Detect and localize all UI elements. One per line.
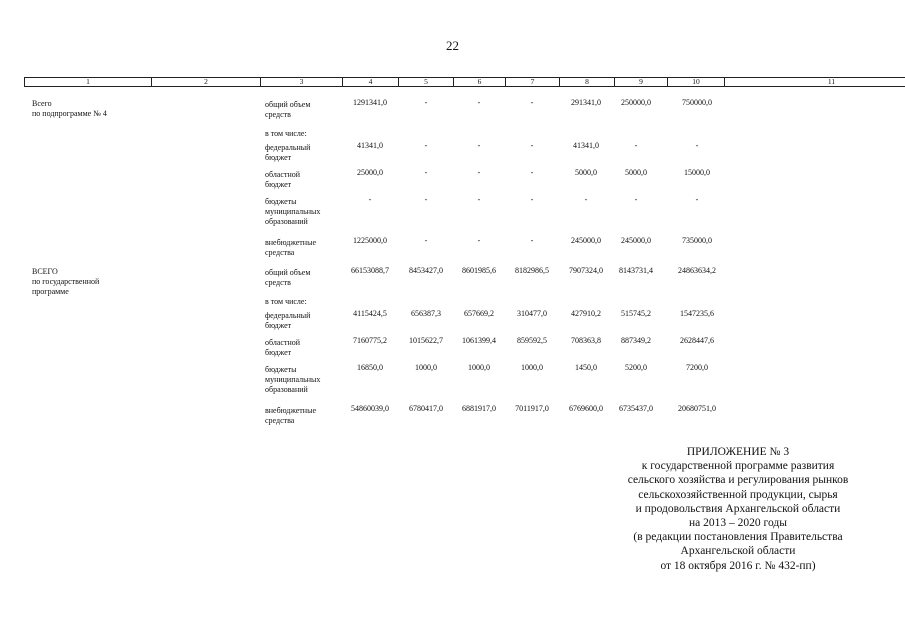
cell-value: 735000,0: [682, 236, 712, 245]
cell-value: 7011917,0: [515, 404, 549, 413]
cell-value: 1225000,0: [353, 236, 387, 245]
cell-value: 5200,0: [625, 363, 647, 372]
cell-value: -: [530, 195, 534, 204]
cell-value: 427910,2: [571, 309, 601, 318]
cell-value: 8453427,0: [409, 266, 443, 275]
cell-value: 291341,0: [571, 98, 601, 107]
cell-value: -: [424, 141, 428, 150]
cell-value: 1450,0: [575, 363, 597, 372]
row-label: бюджет: [265, 321, 292, 330]
appendix-line: на 2013 – 2020 годы: [689, 517, 787, 530]
cell-value: -: [477, 98, 481, 107]
cell-value: 656387,3: [411, 309, 441, 318]
row-label: внебюджетные: [265, 238, 316, 247]
header-cell: 1: [25, 78, 152, 87]
cell-value: -: [424, 195, 428, 204]
appendix-line: и продовольствия Архангельской области: [635, 502, 841, 515]
appendix-line: от 18 октября 2016 г. № 432-пп): [660, 559, 816, 572]
row-label: федеральный: [265, 143, 311, 152]
row-label: средства: [265, 248, 295, 257]
cell-value: 8143731,4: [619, 266, 653, 275]
cell-value: -: [477, 141, 481, 150]
cell-value: 6780417,0: [409, 404, 443, 413]
cell-value: 859592,5: [517, 336, 547, 345]
row-label: средств: [265, 278, 291, 287]
cell-value: 250000,0: [621, 98, 651, 107]
cell-value: 6769600,0: [569, 404, 603, 413]
row-label: средства: [265, 416, 295, 425]
cell-value: 8601985,6: [462, 266, 496, 275]
cell-value: 515745,2: [621, 309, 651, 318]
row-label: федеральный: [265, 311, 311, 320]
cell-value: -: [424, 98, 428, 107]
cell-value: 24863634,2: [678, 266, 716, 275]
cell-value: 15000,0: [684, 168, 710, 177]
cell-value: 5000,0: [625, 168, 647, 177]
header-cell: 11: [725, 78, 905, 87]
appendix-line: Архангельской области: [680, 545, 796, 558]
cell-value: 245000,0: [571, 236, 601, 245]
row-label: бюджеты: [265, 197, 297, 206]
row-label: образований: [265, 217, 308, 226]
cell-value: 310477,0: [517, 309, 547, 318]
cell-value: 750000,0: [682, 98, 712, 107]
header-cell: 3: [261, 78, 343, 87]
cell-value: 1000,0: [468, 363, 490, 372]
cell-value: 2628447,6: [680, 336, 714, 345]
appendix-line: сельскохозяйственной продукции, сырья: [638, 488, 838, 501]
cell-value: 8182986,5: [515, 266, 549, 275]
header-cell: 7: [506, 78, 560, 87]
group-label: по подпрограмме № 4: [32, 109, 107, 118]
header-cell: 9: [615, 78, 668, 87]
cell-value: 7160775,2: [353, 336, 387, 345]
cell-value: 887349,2: [621, 336, 651, 345]
cell-value: 1000,0: [521, 363, 543, 372]
cell-value: 20680751,0: [678, 404, 716, 413]
cell-value: -: [634, 195, 638, 204]
header-cell: 4: [343, 78, 399, 87]
row-label: бюджет: [265, 348, 292, 357]
cell-value: 16850,0: [357, 363, 383, 372]
row-label: внебюджетные: [265, 406, 316, 415]
page-number: 22: [446, 38, 459, 53]
cell-value: -: [530, 98, 534, 107]
row-label: бюджет: [265, 153, 292, 162]
header-cell: 2: [152, 78, 261, 87]
cell-value: -: [634, 141, 638, 150]
cell-value: 41341,0: [573, 141, 599, 150]
cell-value: 66153088,7: [351, 266, 389, 275]
row-label: средств: [265, 110, 291, 119]
cell-value: -: [530, 168, 534, 177]
row-label: образований: [265, 385, 308, 394]
cell-value: 54860039,0: [351, 404, 389, 413]
cell-value: -: [477, 195, 481, 204]
row-label: муниципальных: [265, 207, 321, 216]
header-cell: 8: [560, 78, 615, 87]
cell-value: -: [424, 168, 428, 177]
row-label: общий объем: [265, 100, 311, 109]
appendix-line: к государственной программе развития: [641, 460, 835, 473]
appendix-line: сельского хозяйства и регулирования рынков: [627, 474, 849, 487]
cell-value: 708363,8: [571, 336, 601, 345]
cell-value: -: [477, 168, 481, 177]
cell-value: -: [530, 141, 534, 150]
header-row: [25, 78, 905, 87]
cell-value: 1061399,4: [462, 336, 496, 345]
cell-value: 6735437,0: [619, 404, 653, 413]
cell-value: -: [584, 195, 588, 204]
cell-value: 6881917,0: [462, 404, 496, 413]
group-label: Всего: [32, 99, 52, 108]
cell-value: 1015622,7: [409, 336, 443, 345]
group-label: ВСЕГО: [32, 267, 58, 276]
row-label: в том числе:: [265, 129, 307, 138]
row-label: общий объем: [265, 268, 311, 277]
cell-value: 245000,0: [621, 236, 651, 245]
cell-value: 1547235,6: [680, 309, 714, 318]
row-label: муниципальных: [265, 375, 321, 384]
cell-value: 4115424,5: [353, 309, 387, 318]
appendix-line: ПРИЛОЖЕНИЕ № 3: [686, 446, 790, 458]
cell-value: -: [424, 236, 428, 245]
header-cell: 6: [454, 78, 506, 87]
cell-value: -: [368, 195, 372, 204]
header-cell: 5: [399, 78, 454, 87]
cell-value: 5000,0: [575, 168, 597, 177]
group-label: по государственной: [32, 277, 100, 286]
cell-value: -: [477, 236, 481, 245]
cell-value: -: [530, 236, 534, 245]
cell-value: 41341,0: [357, 141, 383, 150]
appendix-caption: [588, 445, 888, 573]
cell-value: 7907324,0: [569, 266, 603, 275]
row-label: в том числе:: [265, 297, 307, 306]
cell-value: 25000,0: [357, 168, 383, 177]
row-label: бюджет: [265, 180, 292, 189]
header-cell: 10: [668, 78, 725, 87]
cell-value: -: [695, 141, 699, 150]
cell-value: -: [695, 195, 699, 204]
cell-value: 1000,0: [415, 363, 437, 372]
row-label: бюджеты: [265, 365, 297, 374]
row-label: областной: [265, 338, 301, 347]
cell-value: 657669,2: [464, 309, 494, 318]
group-label: программе: [32, 287, 69, 296]
appendix-line: (в редакции постановления Правительства: [633, 531, 843, 544]
row-label: областной: [265, 170, 301, 179]
cell-value: 7200,0: [686, 363, 708, 372]
cell-value: 1291341,0: [353, 98, 387, 107]
column-number-header: [24, 77, 905, 87]
